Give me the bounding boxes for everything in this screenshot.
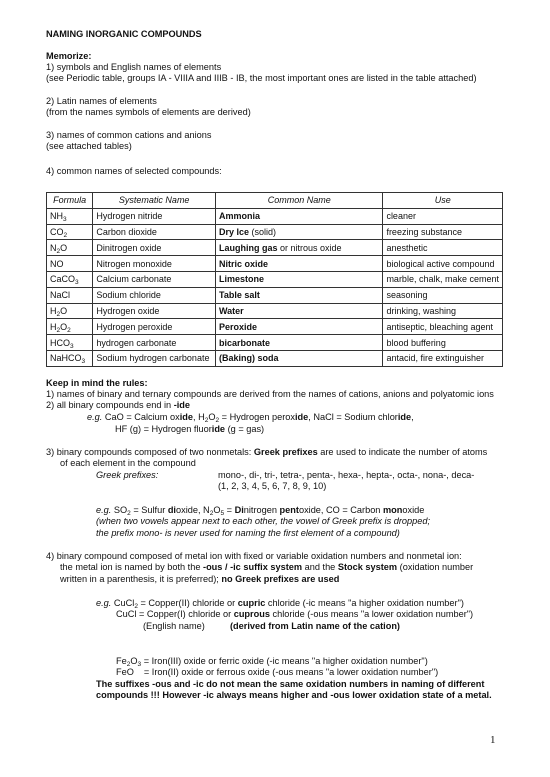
iron-example-2: FeO = Iron(II) oxide or ferrous oxide (-ous means "a lower oxidation number") [116, 667, 439, 677]
common-name-cell: Water [216, 303, 383, 319]
copper-example-2: CuCl = Copper(I) chloride or cuprous chloride (-ous means "a lower oxidation number") [116, 609, 474, 619]
english-name-label: (English name) [143, 621, 205, 631]
formula-cell: NaCl [47, 287, 93, 303]
rule-1: 1) names of binary and ternary compounds are derived from the names of cations, anions and polyatomic ions [46, 389, 494, 399]
formula-cell: $HCO_3$ [47, 335, 93, 351]
rule-2-example-1: e.g. CaO = Calcium oxide, $H_2O_2$ = Hydrogen peroxide, NaCl = Sodium chloride, [87, 412, 414, 424]
common-name-cell: (Baking) soda [216, 350, 383, 366]
memorize-item-1-note: (see Periodic table, groups IA - VIIIA and IIIB - IB, the most important ones are listed in the table attached) [46, 73, 477, 83]
rule-3: 3) binary compounds composed of two nonmetals: Greek prefixes are used to indicate the number of atoms [46, 447, 488, 457]
greek-prefixes-label: Greek prefixes: [96, 470, 159, 480]
systematic-name-cell: Hydrogen oxide [93, 303, 216, 319]
rule-3-note-2: the prefix mono- is never used for naming the first element of a compound) [96, 528, 400, 538]
table-row [47, 319, 503, 335]
copper-example-1: e.g. CuCl$_2$ = Copper(II) chloride or cupric chloride (-ic means "a higher oxidation number") [96, 598, 464, 610]
formula-cell: CaCO$_3$ [47, 271, 93, 287]
table-header-row [47, 193, 503, 209]
formula-cell: $CO_2$ [47, 224, 93, 240]
systematic-name-cell: Dinitrogen oxide [93, 240, 216, 256]
table-row [47, 208, 503, 224]
memorize-item-3-note: (see attached tables) [46, 141, 132, 151]
header-systematic-name: Systematic Name [93, 193, 216, 209]
rule-2-example-2: HF (g) = Hydrogen fluoride (g = gas) [115, 424, 265, 434]
final-note-1: The suffixes -ous and -ic do not mean the same oxidation numbers in naming of different [96, 679, 485, 689]
memorize-item-4: 4) common names of selected compounds: [46, 166, 222, 176]
systematic-name-cell: Calcium carbonate [93, 271, 216, 287]
table-row [47, 287, 503, 303]
final-note-2: compounds !!! However -ic always means higher and -ous lower oxidation state of a metal. [96, 690, 492, 700]
memorize-item-2: 2) Latin names of elements [46, 96, 157, 106]
common-name-cell: Limestone [216, 271, 383, 287]
latin-name-label: (derived from Latin name of the cation) [230, 621, 400, 631]
systematic-name-cell: Hydrogen nitride [93, 208, 216, 224]
header-use: Use [383, 193, 503, 209]
memorize-item-3: 3) names of common cations and anions [46, 130, 212, 140]
rules-heading: Keep in mind the rules: [46, 378, 148, 388]
systematic-name-cell: Carbon dioxide [93, 224, 216, 240]
formula-cell: NO [47, 256, 93, 272]
table-row [47, 335, 503, 351]
systematic-name-cell: Hydrogen peroxide [93, 319, 216, 335]
common-name-cell: Nitric oxide [216, 256, 383, 272]
rule-3-cont: of each element in the compound [60, 458, 196, 468]
use-cell: biological active compound [383, 256, 503, 272]
memorize-item-2-note: (from the names symbols of elements are derived) [46, 107, 251, 117]
greek-prefixes-list: mono-, di-, tri-, tetra-, penta-, hexa-, hepta-, octa-, nona-, deca- [218, 470, 475, 480]
common-name-cell: Table salt [216, 287, 383, 303]
use-cell: anesthetic [383, 240, 503, 256]
rule-4: 4) binary compound composed of metal ion with fixed or variable oxidation numbers and nonmetal ion: [46, 551, 462, 561]
systematic-name-cell: Nitrogen monoxide [93, 256, 216, 272]
header-common-name: Common Name [216, 193, 383, 209]
rule-4-line-3: written in a parenthesis, it is preferred); no Greek prefixes are used [60, 574, 340, 584]
iron-example-1: $Fe_2O_3$ = Iron(III) oxide or ferric oxide (-ic means "a higher oxidation number") [116, 656, 428, 668]
table-row [47, 350, 503, 366]
use-cell: drinking, washing [383, 303, 503, 319]
table-row [47, 224, 503, 240]
memorize-heading: Memorize: [46, 51, 92, 61]
common-name-cell: Dry Ice (solid) [216, 224, 383, 240]
rule-3-example: e.g. $SO_2$ = Sulfur dioxide, $N_2O_5$ = Dinitrogen pentoxide, CO = Carbon monoxide [96, 505, 425, 517]
page-number: 1 [490, 734, 496, 746]
formula-cell: NaHCO$_3$ [47, 350, 93, 366]
compounds-table [46, 192, 503, 367]
formula-cell: $H_2O_2$ [47, 319, 93, 335]
systematic-name-cell: hydrogen carbonate [93, 335, 216, 351]
table-row [47, 240, 503, 256]
use-cell: seasoning [383, 287, 503, 303]
formula-cell: $H_2O$ [47, 303, 93, 319]
systematic-name-cell: Sodium hydrogen carbonate [93, 350, 216, 366]
formula-cell: $NH_3$ [47, 208, 93, 224]
use-cell: antiseptic, bleaching agent [383, 319, 503, 335]
common-name-cell: Ammonia [216, 208, 383, 224]
use-cell: marble, chalk, make cement [383, 271, 503, 287]
formula-cell: $N_2O$ [47, 240, 93, 256]
common-name-cell: Laughing gas or nitrous oxide [216, 240, 383, 256]
table-row [47, 256, 503, 272]
table-row [47, 303, 503, 319]
header-formula: Formula [47, 193, 93, 209]
greek-prefixes-numbers: (1, 2, 3, 4, 5, 6, 7, 8, 9, 10) [218, 481, 327, 491]
use-cell: antacid, fire extinguisher [383, 350, 503, 366]
common-name-cell: bicarbonate [216, 335, 383, 351]
use-cell: freezing substance [383, 224, 503, 240]
rule-4-line-2: the metal ion is named by both the -ous / -ic suffix system and the Stock system (oxidation number [60, 562, 474, 572]
systematic-name-cell: Sodium chloride [93, 287, 216, 303]
use-cell: cleaner [383, 208, 503, 224]
use-cell: blood buffering [383, 335, 503, 351]
table-row [47, 271, 503, 287]
rule-3-note-1: (when two vowels appear next to each other, the vowel of Greek prefix is dropped; [96, 516, 430, 526]
common-name-cell: Peroxide [216, 319, 383, 335]
memorize-item-1: 1) symbols and English names of elements [46, 62, 222, 72]
rule-2: 2) all binary compounds end in -ide [46, 400, 191, 410]
document-title: NAMING INORGANIC COMPOUNDS [46, 29, 202, 39]
